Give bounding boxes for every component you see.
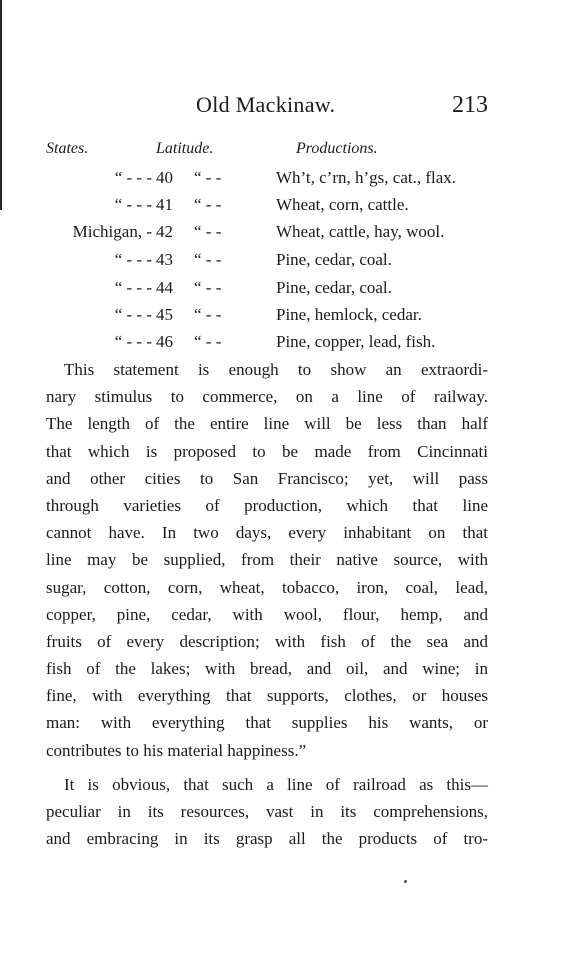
page-number: 213 xyxy=(452,92,488,118)
text-line: man: with everything that supplies his wants, or xyxy=(46,713,488,733)
ditto-mark: “ - - xyxy=(194,250,222,269)
production-cell: Pine, copper, lead, fish. xyxy=(276,332,436,351)
production-cell: Pine, cedar, coal. xyxy=(276,250,392,269)
text-line: and other cities to San Francisco; yet, will pass xyxy=(46,468,488,488)
state-cell: Michigan, - xyxy=(72,222,152,241)
table-row xyxy=(0,305,586,331)
latitude-cell: 44 xyxy=(156,278,173,297)
ditto-mark: “ - - xyxy=(194,168,222,187)
text-line: peculiar in its resources, vast in its comprehensions, xyxy=(46,802,488,822)
header-latitude: Latitude. xyxy=(156,140,214,157)
table-row xyxy=(0,332,586,358)
text-line: This statement is enough to show an extraordi- xyxy=(64,360,488,379)
text-line: fish of the lakes; with bread, and oil, and wine; in xyxy=(46,659,488,679)
latitude-cell: 42 xyxy=(156,222,173,241)
table-row xyxy=(0,168,586,194)
body-paragraph xyxy=(46,771,488,853)
ditto-mark: “ - - xyxy=(194,305,222,324)
body-paragraph xyxy=(46,356,488,764)
ditto-mark: “ - - xyxy=(194,332,222,351)
text-line: The length of the entire line will be less than half xyxy=(46,414,488,434)
text-line: line may be supplied, from their native source, with xyxy=(46,550,488,570)
production-cell: Wh’t, c’rn, h’gs, cat., flax. xyxy=(276,168,457,187)
text-line: nary stimulus to commerce, on a line of railway. xyxy=(46,387,488,407)
ditto-mark: “ - - xyxy=(194,278,222,297)
text-line: fine, with everything that supports, clothes, or houses xyxy=(46,686,488,706)
text-line: that which is proposed to be made from Cincinnati xyxy=(46,441,488,461)
state-cell: “ - - - xyxy=(114,278,152,297)
production-cell: Pine, hemlock, cedar. xyxy=(276,305,422,324)
running-head-title: Old Mackinaw. xyxy=(196,92,336,117)
header-productions: Productions. xyxy=(296,140,378,157)
production-cell: Wheat, corn, cattle. xyxy=(276,195,409,214)
text-line: copper, pine, cedar, with wool, flour, hemp, and xyxy=(46,604,488,624)
state-cell: “ - - - xyxy=(114,305,152,324)
table-row xyxy=(0,222,586,248)
latitude-cell: 46 xyxy=(156,332,173,351)
table-row xyxy=(0,195,586,221)
state-cell: “ - - - xyxy=(114,332,152,351)
table-row xyxy=(0,278,586,304)
header-states: States. xyxy=(46,140,89,157)
text-line: It is obvious, that such a line of railroad as this— xyxy=(64,775,488,794)
production-cell: Pine, cedar, coal. xyxy=(276,278,392,297)
state-cell: “ - - - xyxy=(114,195,152,214)
latitude-cell: 41 xyxy=(156,195,173,214)
text-line: contributes to his material happiness.” xyxy=(46,740,307,760)
production-cell: Wheat, cattle, hay, wool. xyxy=(276,222,445,241)
table-row xyxy=(0,250,586,276)
ditto-mark: “ - - xyxy=(194,222,222,241)
print-speck xyxy=(404,880,407,883)
state-cell: “ - - - xyxy=(114,168,152,187)
text-line: fruits of every description; with fish of the sea and xyxy=(46,631,488,651)
latitude-cell: 43 xyxy=(156,250,173,269)
text-line: through varieties of production, which that line xyxy=(46,495,488,515)
running-head xyxy=(0,92,586,126)
state-cell: “ - - - xyxy=(114,250,152,269)
latitude-cell: 40 xyxy=(156,168,173,187)
text-line: sugar, cotton, corn, wheat, tobacco, iron, coal, lead, xyxy=(46,577,488,597)
latitude-cell: 45 xyxy=(156,305,173,324)
ditto-mark: “ - - xyxy=(194,195,222,214)
text-line: and embracing in its grasp all the products of tro- xyxy=(46,829,488,849)
text-line: cannot have. In two days, every inhabitant on that xyxy=(46,523,488,543)
